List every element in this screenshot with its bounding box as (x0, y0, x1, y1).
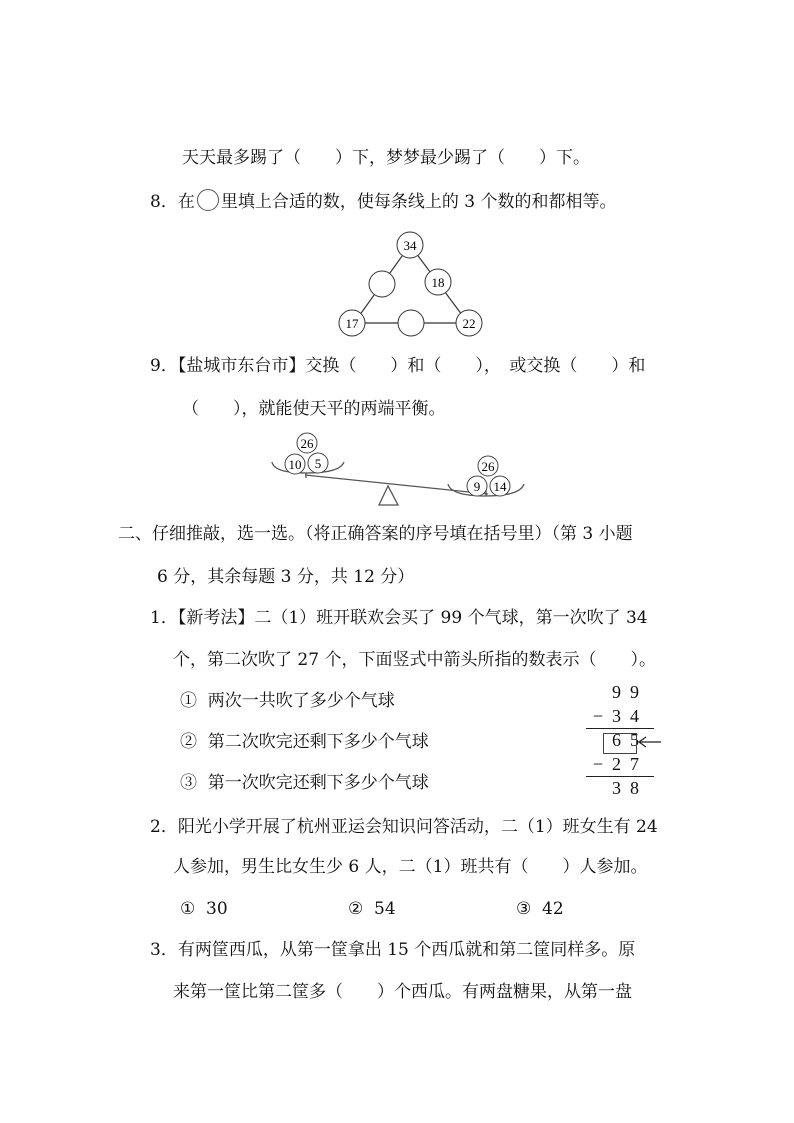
q7-continuation: 天天最多踢了（ ）下，梦梦最少踢了（ ）下。 (182, 148, 590, 168)
triangle-top-label: 34 (403, 238, 417, 253)
vert-row-4: −27 (592, 754, 648, 774)
p2-option-2[interactable]: ② 54 (348, 899, 396, 919)
fulcrum-triangle (379, 486, 398, 505)
highlight-box (603, 733, 637, 754)
triangle-bottom-right-label: 22 (462, 316, 476, 331)
balance-diagram (260, 428, 535, 512)
p1-prompt-cont: 个，第二次吹了 27 个，下面竖式中箭头所指的数表示（ ）。 (173, 650, 656, 670)
blank-circle-icon (197, 189, 219, 211)
arrow-left-icon (636, 735, 662, 749)
vert-row-1: 99 (612, 682, 648, 702)
p2-prompt-cont: 人参加，男生比女生少 6 人，二（1）班共有（ ）人参加。 (173, 857, 648, 877)
p1-option-3[interactable]: ③ 第一次吹完还剩下多少个气球 (180, 773, 429, 793)
left-top-weight: 26 (300, 436, 314, 451)
vert-row-3: 65 (612, 730, 648, 750)
triangle-bottom-mid-blank[interactable] (398, 310, 424, 336)
q8-prompt: 8．在 里填上合适的数，使每条线上的 3 个数的和都相等。 (150, 189, 616, 214)
vert-row-2: −34 (592, 706, 648, 726)
triangle-right-mid-label: 18 (431, 275, 445, 290)
section-2-heading-cont: 6 分，其余每题 3 分，共 12 分） (157, 567, 415, 587)
p3-prompt-cont: 来第一筐比第二筐多（ ）个西瓜。有两盘糖果，从第一盘 (173, 982, 632, 1002)
right-weight-b: 14 (493, 479, 507, 494)
triangle-bottom-left-label: 17 (345, 316, 359, 331)
p1-option-1[interactable]: ① 两次一共吹了多少个气球 (180, 691, 395, 711)
p2-option-3[interactable]: ③ 42 (516, 899, 564, 919)
p2-prompt: 2．阳光小学开展了杭州亚运会知识问答活动，二（1）班女生有 24 (150, 817, 658, 837)
section-2-heading: 二、仔细推敲，选一选。（将正确答案的序号填在括号里）（第 3 小题 (118, 524, 633, 544)
triangle-diagram (330, 228, 490, 340)
p1-option-2[interactable]: ② 第二次吹完还剩下多少个气球 (180, 732, 429, 752)
q9-continuation: （ ），就能使天平的两端平衡。 (182, 399, 446, 419)
triangle-left-mid-blank[interactable] (369, 271, 395, 297)
left-weight-b: 5 (314, 456, 322, 471)
right-top-weight: 26 (481, 459, 495, 474)
p2-option-1[interactable]: ① 30 (180, 899, 228, 919)
vert-row-5: 38 (612, 778, 648, 798)
vertical-subtraction (592, 682, 656, 802)
right-weight-a: 9 (473, 479, 481, 494)
p3-prompt: 3．有两筐西瓜，从第一筐拿出 15 个西瓜就和第二筐同样多。原 (150, 940, 636, 960)
left-weight-a: 10 (288, 457, 302, 472)
p1-prompt: 1．【新考法】二（1）班开联欢会买了 99 个气球，第一次吹了 34 (150, 608, 648, 628)
q9-prompt: 9．【盐城市东台市】交换（ ）和（ ）， 或交换（ ）和 (150, 356, 646, 376)
